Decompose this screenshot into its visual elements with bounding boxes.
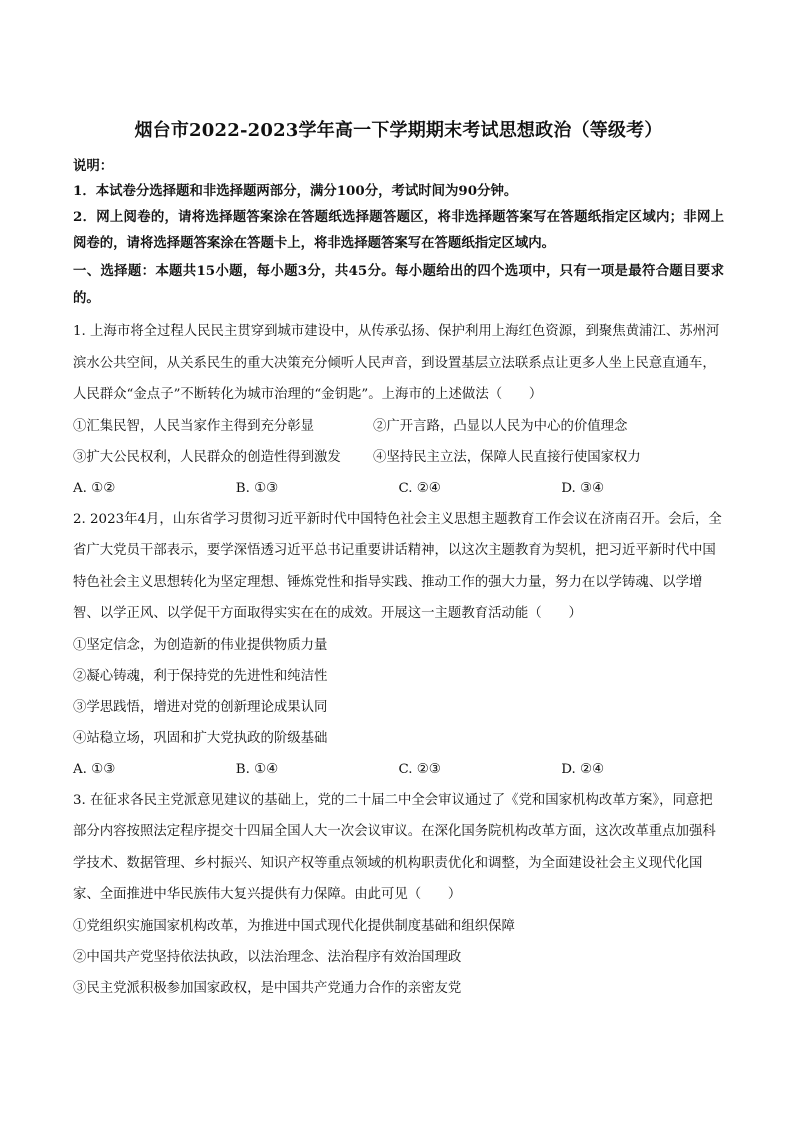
option-item: ②中国共产党坚持依法执政，以法治理念、法治程序有效治国理政 (73, 949, 462, 965)
section-heading: 一、选择题：本题共15小题，每小题3分，共45分。每小题给出的四个选项中，只有一项是最符合题目要求的。 (73, 263, 724, 306)
option-item: ③民主党派积极参加国家政权，是中国共产党通力合作的亲密友党 (73, 980, 462, 996)
choice-c[interactable]: C. ②④ (398, 480, 441, 496)
question-1 (73, 316, 724, 504)
choice-b[interactable]: B. ①③ (235, 480, 279, 496)
option-item: ③扩大公民权利，人民群众的创造性得到激发 (73, 449, 341, 465)
choice-a[interactable]: A. ①③ (73, 761, 116, 777)
option-item: ①汇集民智，人民当家作主得到充分彰显 (73, 418, 315, 434)
page-title: 烟台市2022-2023学年高一下学期期末考试思想政治（等级考） (134, 120, 663, 141)
option-row (73, 411, 724, 442)
option-item: ④站稳立场，巩固和扩大党执政的阶级基础 (73, 730, 328, 746)
instruction-item: 2．网上阅卷的，请将选择题答案涂在答题纸选择题答题区，将非选择题答案写在答题纸指定区域内；非网上阅卷的，请将选择题答案涂在答题卡上，将非选择题答案写在答题纸指定区域内。 (73, 209, 724, 251)
option-item: ②凝心铸魂，利于保持党的先进性和纯洁性 (73, 668, 328, 684)
instructions-heading: 说明： (73, 158, 114, 174)
option-item: ③学思践悟，增进对党的创新理论成果认同 (73, 699, 328, 715)
option-row (73, 442, 724, 473)
choice-d[interactable]: D. ③④ (561, 480, 605, 496)
question-2 (73, 504, 724, 785)
question-stem: 2. 2023年4月，山东省学习贯彻习近平新时代中国特色社会主义思想主题教育工作会议在济南召开。会后，全省广大党员干部表示，要学深悟透习近平总书记重要讲话精神，以这次主题教育为契机，把习近平新时代中国特色社会主义思想转化为坚定理想、锤炼党性和指导实践、推动工作的强大力量，努力在以学铸魂、以学增智、以学正风、以学促干方面取得实实在在的成效。开展这一主题教育活动能（ ） (73, 511, 722, 621)
instructions (73, 154, 724, 256)
question-stem: 3. 在征求各民主党派意见建议的基础上，党的二十届二中全会审议通过了《党和国家机构改革方案》，同意把部分内容按照法定程序提交十四届全国人大一次会议审议。在深化国务院机构改革方面，这次改革重点加强科学技术、数据管理、乡村振兴、知识产权等重点领域的机构职责优化和调整，为全面建设社会主义现代化国家、全面推进中华民族伟大复兴提供有力保障。由此可见（ ） (73, 792, 716, 902)
choice-c[interactable]: C. ②③ (398, 761, 441, 777)
option-item: ①坚定信念，为创造新的伟业提供物质力量 (73, 637, 328, 653)
choice-row (73, 473, 724, 504)
choice-row (73, 754, 724, 785)
option-item: ④坚持民主立法，保障人民直接行使国家权力 (373, 449, 641, 465)
choice-d[interactable]: D. ②④ (561, 761, 605, 777)
option-item: ②广开言路，凸显以人民为中心的价值理念 (373, 418, 628, 434)
choice-b[interactable]: B. ①④ (235, 761, 279, 777)
option-item: ①党组织实施国家机构改革，为推进中国式现代化提供制度基础和组织保障 (73, 918, 515, 934)
instruction-item: 1．本试卷分选择题和非选择题两部分，满分100分，考试时间为90分钟。 (73, 183, 518, 199)
question-3 (73, 785, 724, 1004)
choice-a[interactable]: A. ①② (73, 480, 116, 496)
question-stem: 1. 上海市将全过程人民民主贯穿到城市建设中，从传承弘扬、保护利用上海红色资源，到聚焦黄浦江、苏州河滨水公共空间，从关系民生的重大决策充分倾听人民声音，到设置基层立法联系点让更多人坐上民意直通车，人民群众“金点子”不断转化为城市治理的“金钥匙”。上海市的上述做法（ ） (73, 324, 720, 402)
